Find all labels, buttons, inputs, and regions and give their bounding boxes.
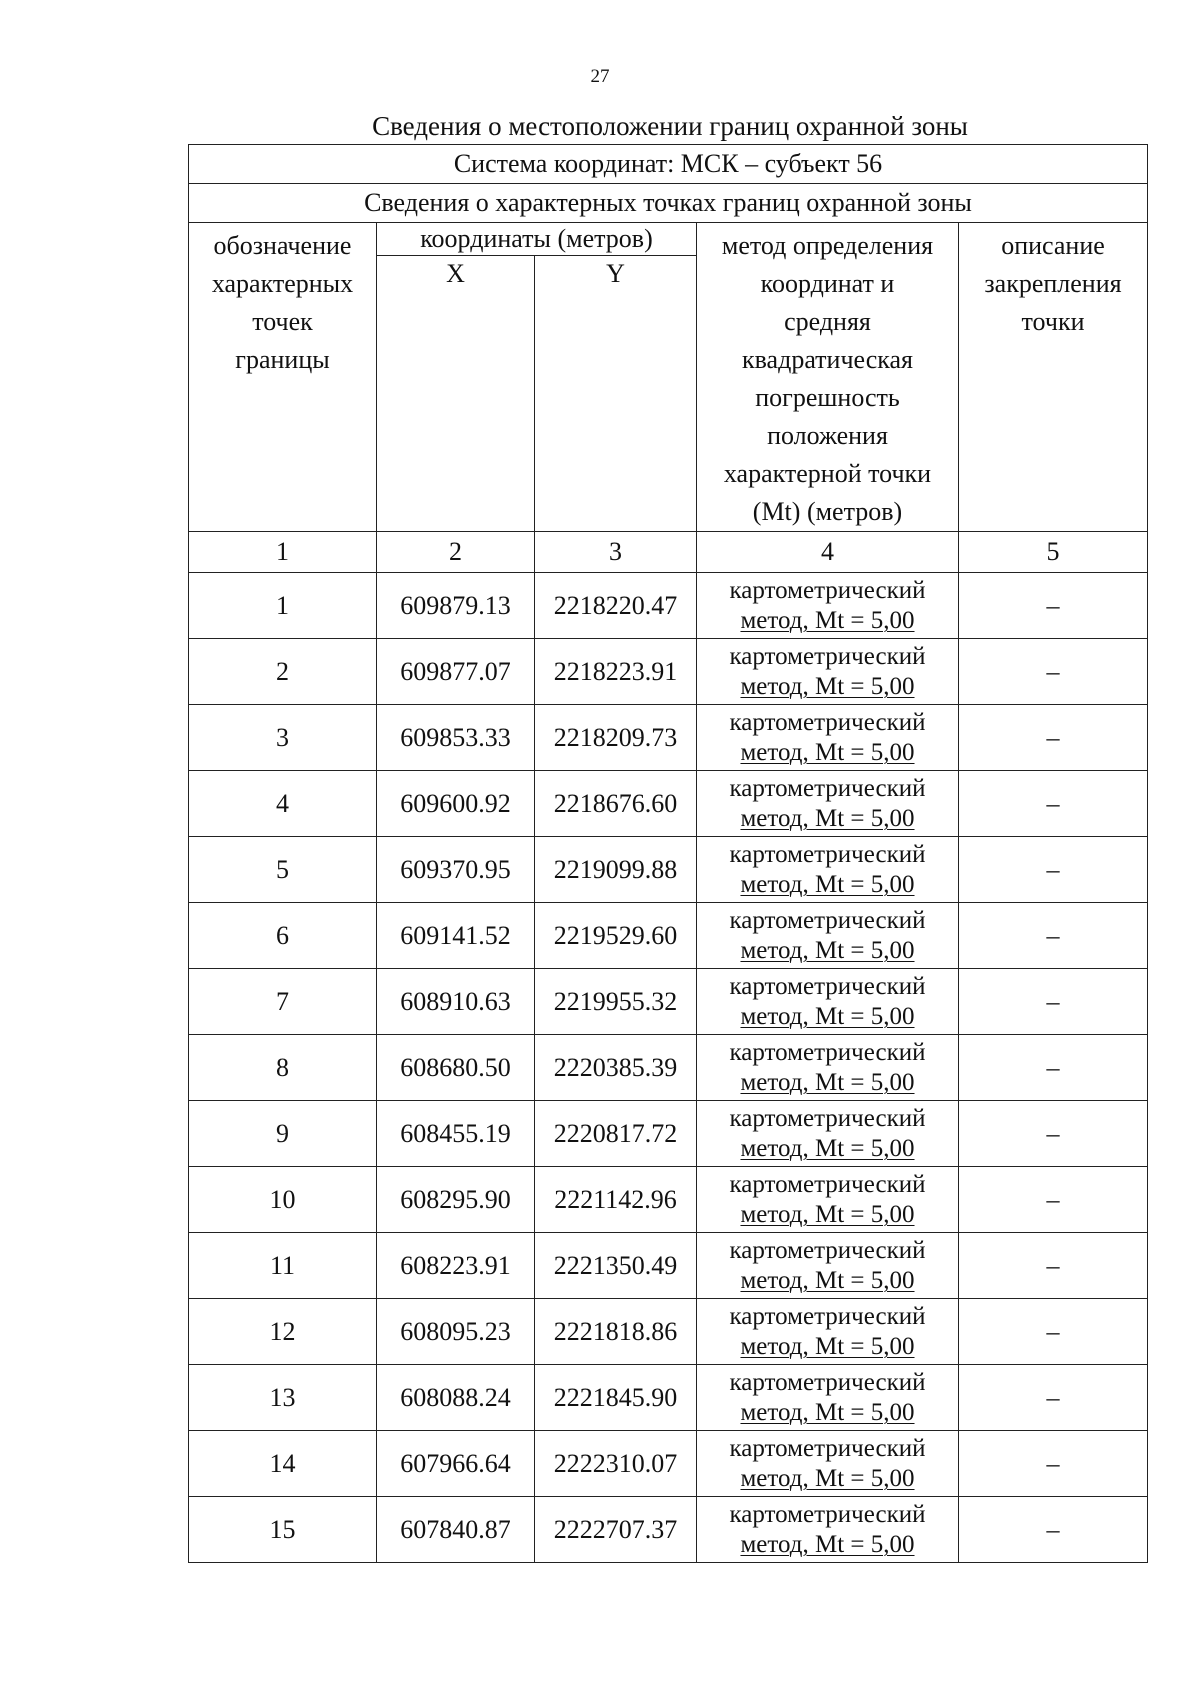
x-coordinate-cell: 607840.87 bbox=[377, 1497, 535, 1563]
method-line: метод, Mt = 5,00 bbox=[740, 1464, 915, 1492]
y-coordinate-cell: 2218676.60 bbox=[535, 771, 697, 837]
description-cell: – bbox=[959, 1035, 1148, 1101]
method-cell bbox=[697, 903, 959, 969]
section-title-row bbox=[189, 184, 1148, 223]
y-coordinate-cell: 2221845.90 bbox=[535, 1365, 697, 1431]
point-number-cell: 6 bbox=[189, 903, 377, 969]
method-cell bbox=[697, 1431, 959, 1497]
table-row bbox=[189, 1365, 1148, 1431]
point-number-cell: 1 bbox=[189, 573, 377, 639]
method-cell bbox=[697, 969, 959, 1035]
method-cell bbox=[697, 573, 959, 639]
method-line: метод, Mt = 5,00 bbox=[740, 1068, 915, 1096]
y-coordinate-cell: 2220385.39 bbox=[535, 1035, 697, 1101]
column-number: 2 bbox=[377, 532, 535, 573]
y-coordinate-cell: 2219099.88 bbox=[535, 837, 697, 903]
table-row bbox=[189, 1035, 1148, 1101]
header-line: метод определения bbox=[721, 231, 934, 260]
method-line: метод, Mt = 5,00 bbox=[740, 738, 915, 766]
description-cell: – bbox=[959, 705, 1148, 771]
point-number-cell: 10 bbox=[189, 1167, 377, 1233]
y-coordinate-cell: 2221818.86 bbox=[535, 1299, 697, 1365]
description-cell: – bbox=[959, 903, 1148, 969]
method-line: картометрический bbox=[729, 1302, 926, 1330]
x-coordinate-cell: 608910.63 bbox=[377, 969, 535, 1035]
x-coordinate-cell: 608295.90 bbox=[377, 1167, 535, 1233]
x-coordinate-cell: 609877.07 bbox=[377, 639, 535, 705]
method-line: метод, Mt = 5,00 bbox=[740, 1134, 915, 1162]
y-coordinate-cell: 2219529.60 bbox=[535, 903, 697, 969]
description-cell: – bbox=[959, 639, 1148, 705]
method-line: метод, Mt = 5,00 bbox=[740, 1266, 915, 1294]
method-line: картометрический bbox=[729, 642, 926, 670]
point-number-cell: 12 bbox=[189, 1299, 377, 1365]
column-number: 5 bbox=[959, 532, 1148, 573]
section-title-cell: Сведения о характерных точках границ охранной зоны bbox=[189, 184, 1148, 223]
method-cell bbox=[697, 639, 959, 705]
header-line: обозначение bbox=[213, 231, 352, 260]
point-number-cell: 13 bbox=[189, 1365, 377, 1431]
x-coordinate-cell: 609853.33 bbox=[377, 705, 535, 771]
header-line: точки bbox=[1021, 307, 1085, 336]
method-line: метод, Mt = 5,00 bbox=[740, 606, 915, 634]
coord-system-cell: Система координат: МСК – субъект 56 bbox=[189, 145, 1148, 184]
method-line: метод, Mt = 5,00 bbox=[740, 1398, 915, 1426]
description-cell: – bbox=[959, 1167, 1148, 1233]
header-line: закрепления bbox=[984, 269, 1122, 298]
x-header: X bbox=[377, 255, 535, 531]
method-cell bbox=[697, 1167, 959, 1233]
description-cell: – bbox=[959, 573, 1148, 639]
description-cell: – bbox=[959, 1233, 1148, 1299]
method-line: картометрический bbox=[729, 840, 926, 868]
table-row bbox=[189, 1101, 1148, 1167]
table-row bbox=[189, 903, 1148, 969]
boundary-points-table bbox=[188, 144, 1148, 1563]
method-line: картометрический bbox=[729, 708, 926, 736]
page-number: 27 bbox=[590, 66, 610, 87]
header-line: погрешность bbox=[755, 383, 900, 412]
method-cell bbox=[697, 1101, 959, 1167]
method-line: картометрический bbox=[729, 972, 926, 1000]
method-cell bbox=[697, 1497, 959, 1563]
document-title: Сведения о местоположении границ охранной зоны bbox=[372, 111, 968, 141]
method-line: метод, Mt = 5,00 bbox=[740, 804, 915, 832]
coord-system-row bbox=[189, 145, 1148, 184]
table-row bbox=[189, 1233, 1148, 1299]
x-coordinate-cell: 609370.95 bbox=[377, 837, 535, 903]
header-line: (Mt) (метров) bbox=[752, 497, 903, 526]
method-cell bbox=[697, 1365, 959, 1431]
method-line: метод, Mt = 5,00 bbox=[740, 1002, 915, 1030]
y-coordinate-cell: 2219955.32 bbox=[535, 969, 697, 1035]
column-number: 1 bbox=[189, 532, 377, 573]
method-line: картометрический bbox=[729, 1104, 926, 1132]
y-coordinate-cell: 2221142.96 bbox=[535, 1167, 697, 1233]
x-coordinate-cell: 609600.92 bbox=[377, 771, 535, 837]
method-line: картометрический bbox=[729, 576, 926, 604]
header-line: средняя bbox=[784, 307, 871, 336]
y-coordinate-cell: 2218220.47 bbox=[535, 573, 697, 639]
header-row-1 bbox=[189, 223, 1148, 256]
y-coordinate-cell: 2222310.07 bbox=[535, 1431, 697, 1497]
coordinates-header: координаты (метров) bbox=[377, 223, 697, 256]
point-number-cell: 4 bbox=[189, 771, 377, 837]
x-coordinate-cell: 609141.52 bbox=[377, 903, 535, 969]
y-coordinate-cell: 2222707.37 bbox=[535, 1497, 697, 1563]
point-designation-header bbox=[189, 223, 377, 532]
method-line: метод, Mt = 5,00 bbox=[740, 936, 915, 964]
header-line: характерных bbox=[211, 269, 354, 298]
table-row bbox=[189, 1497, 1148, 1563]
column-number-row bbox=[189, 532, 1148, 573]
point-number-cell: 3 bbox=[189, 705, 377, 771]
method-cell bbox=[697, 1035, 959, 1101]
point-number-cell: 8 bbox=[189, 1035, 377, 1101]
method-line: картометрический bbox=[729, 1500, 926, 1528]
y-coordinate-cell: 2220817.72 bbox=[535, 1101, 697, 1167]
method-line: метод, Mt = 5,00 bbox=[740, 870, 915, 898]
method-header bbox=[697, 223, 959, 532]
method-cell bbox=[697, 705, 959, 771]
header-line: положения bbox=[767, 421, 888, 450]
point-number-cell: 9 bbox=[189, 1101, 377, 1167]
y-coordinate-cell: 2218223.91 bbox=[535, 639, 697, 705]
method-line: картометрический bbox=[729, 1368, 926, 1396]
column-number: 3 bbox=[535, 532, 697, 573]
table-row bbox=[189, 573, 1148, 639]
method-line: картометрический bbox=[729, 1038, 926, 1066]
method-cell bbox=[697, 1233, 959, 1299]
method-line: картометрический bbox=[729, 906, 926, 934]
x-coordinate-cell: 609879.13 bbox=[377, 573, 535, 639]
description-cell: – bbox=[959, 771, 1148, 837]
method-line: картометрический bbox=[729, 1434, 926, 1462]
point-number-cell: 11 bbox=[189, 1233, 377, 1299]
x-coordinate-cell: 608680.50 bbox=[377, 1035, 535, 1101]
method-line: метод, Mt = 5,00 bbox=[740, 1332, 915, 1360]
method-line: метод, Mt = 5,00 bbox=[740, 672, 915, 700]
method-cell bbox=[697, 1299, 959, 1365]
description-cell: – bbox=[959, 969, 1148, 1035]
x-coordinate-cell: 608088.24 bbox=[377, 1365, 535, 1431]
method-cell bbox=[697, 771, 959, 837]
y-header: Y bbox=[535, 255, 697, 531]
table-row bbox=[189, 837, 1148, 903]
y-coordinate-cell: 2221350.49 bbox=[535, 1233, 697, 1299]
x-coordinate-cell: 608223.91 bbox=[377, 1233, 535, 1299]
description-cell: – bbox=[959, 1431, 1148, 1497]
point-number-cell: 5 bbox=[189, 837, 377, 903]
header-line: координат и bbox=[760, 269, 895, 298]
table-row bbox=[189, 1431, 1148, 1497]
method-line: картометрический bbox=[729, 1170, 926, 1198]
table-row bbox=[189, 969, 1148, 1035]
header-line: границы bbox=[235, 345, 330, 374]
method-line: метод, Mt = 5,00 bbox=[740, 1530, 915, 1558]
method-line: картометрический bbox=[729, 1236, 926, 1264]
table-row bbox=[189, 639, 1148, 705]
column-number: 4 bbox=[697, 532, 959, 573]
table-row bbox=[189, 1167, 1148, 1233]
point-number-cell: 14 bbox=[189, 1431, 377, 1497]
description-cell: – bbox=[959, 1365, 1148, 1431]
header-line: описание bbox=[1001, 231, 1105, 260]
y-coordinate-cell: 2218209.73 bbox=[535, 705, 697, 771]
header-line: квадратическая bbox=[741, 345, 914, 374]
table-row bbox=[189, 1299, 1148, 1365]
description-header bbox=[959, 223, 1148, 532]
description-cell: – bbox=[959, 1101, 1148, 1167]
method-line: картометрический bbox=[729, 774, 926, 802]
description-cell: – bbox=[959, 1299, 1148, 1365]
point-number-cell: 15 bbox=[189, 1497, 377, 1563]
description-cell: – bbox=[959, 837, 1148, 903]
x-coordinate-cell: 608095.23 bbox=[377, 1299, 535, 1365]
method-line: метод, Mt = 5,00 bbox=[740, 1200, 915, 1228]
table-row bbox=[189, 705, 1148, 771]
point-number-cell: 7 bbox=[189, 969, 377, 1035]
x-coordinate-cell: 607966.64 bbox=[377, 1431, 535, 1497]
header-line: точек bbox=[252, 307, 313, 336]
description-cell: – bbox=[959, 1497, 1148, 1563]
x-coordinate-cell: 608455.19 bbox=[377, 1101, 535, 1167]
header-line: характерной точки bbox=[723, 459, 932, 488]
table-row bbox=[189, 771, 1148, 837]
method-cell bbox=[697, 837, 959, 903]
point-number-cell: 2 bbox=[189, 639, 377, 705]
